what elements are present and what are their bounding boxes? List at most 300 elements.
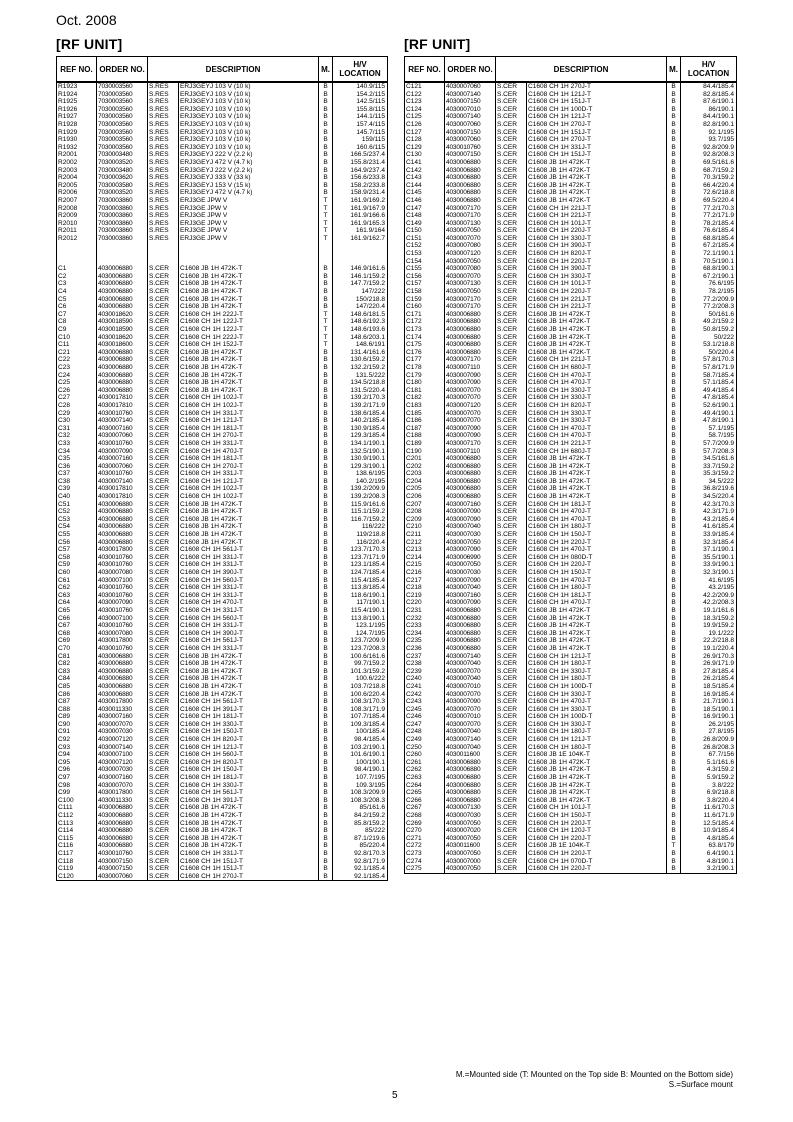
cell-ref-no: C236 (405, 645, 445, 653)
cell-type: S.CER (148, 599, 179, 607)
cell-mounted-side: B (319, 91, 333, 99)
cell-hv-location: 57.7/209.9 (681, 440, 737, 448)
table-row (405, 599, 737, 607)
cell-ref-no: C65 (57, 607, 97, 615)
cell-ref-no: R2003 (57, 167, 97, 175)
cell-hv-location: 32.3/190.1 (681, 569, 737, 577)
cell-order-no: 4030006880 (97, 804, 148, 812)
cell-description: C1608 JB 1H 472K-T (527, 470, 667, 478)
cell-ref-no: C31 (57, 425, 97, 433)
cell-order-no: 4030007090 (445, 599, 496, 607)
cell-order-no: 4030007150 (445, 151, 496, 159)
cell-type: S.CER (148, 782, 179, 790)
cell-hv-location: 19.9/159.2 (681, 622, 737, 630)
cell-description: C1608 CH 1H 470J-T (179, 448, 319, 456)
cell-hv-location: 69.5/161.6 (681, 159, 737, 167)
cell-mounted-side: B (667, 311, 681, 319)
cell-order-no: 4030017810 (97, 402, 148, 410)
cell-ref-no: C36 (57, 463, 97, 471)
cell-hv-location: 18.3/159.2 (681, 615, 737, 623)
cell-order-no: 4030007140 (97, 744, 148, 752)
cell-hv-location: 157.4/115 (333, 121, 388, 129)
cell-mounted-side: B (667, 508, 681, 516)
cell-description: C1608 CH 1H 181J-T (179, 713, 319, 721)
cell-description: C1608 CH 1H 180J-T (527, 584, 667, 592)
cell-description: C1608 CH 1H 331J-T (179, 645, 319, 653)
cell-order-no: 4030007060 (97, 463, 148, 471)
table-row (405, 858, 737, 866)
cell-order-no: 4030006990 (445, 554, 496, 562)
cell-mounted-side: B (319, 136, 333, 144)
cell-description: C1608 CH 1H 390J-T (179, 630, 319, 638)
cell-hv-location: 115.1/159.2 (333, 508, 388, 516)
table-row (57, 751, 388, 759)
cell-ref-no: C88 (57, 706, 97, 714)
cell-description: C1608 CH 1H 100D-T (527, 713, 667, 721)
cell-hv-location: 47.8/185.4 (681, 394, 737, 402)
cell-type: S.CER (496, 858, 527, 866)
cell-order-no: 4030006880 (445, 334, 496, 342)
cell-description: C1608 CH 1H 222J-T (179, 311, 319, 319)
cell-mounted-side: B (667, 546, 681, 554)
cell-order-no: 4030007040 (445, 728, 496, 736)
cell-description: C1608 CH 1H 820J-T (527, 402, 667, 410)
cell-hv-location: 129.3/185.4 (333, 432, 388, 440)
cell-ref-no: C4 (57, 288, 97, 296)
cell-description: C1608 CH 1H 330J-T (527, 721, 667, 729)
cell-hv-location: 146.9/161.6 (333, 265, 388, 273)
cell-type: S.CER (148, 394, 179, 402)
cell-mounted-side: B (319, 356, 333, 364)
cell-ref-no: C179 (405, 372, 445, 380)
cell-description (179, 258, 319, 266)
cell-description: ERJ3GE JPW V (179, 212, 319, 220)
cell-type: S.CER (148, 265, 179, 273)
cell-mounted-side: B (319, 493, 333, 501)
cell-type: S.CER (496, 706, 527, 714)
cell-type: S.CER (496, 508, 527, 516)
cell-ref-no: C125 (405, 113, 445, 121)
cell-hv-location: 109.3/195 (333, 782, 388, 790)
cell-order-no: 4030007070 (445, 721, 496, 729)
cell-hv-location: 92.8/170.3 (333, 850, 388, 858)
cell-ref-no: C62 (57, 584, 97, 592)
cell-order-no: 4030007010 (445, 713, 496, 721)
cell-order-no: 4030007160 (97, 774, 148, 782)
cell-type: S.CER (148, 288, 179, 296)
cell-order-no: 4030007120 (445, 250, 496, 258)
cell-order-no: 4030006880 (97, 827, 148, 835)
table-row (57, 736, 388, 744)
cell-description: ERJ3GE JPW V (179, 220, 319, 228)
cell-ref-no: C215 (405, 561, 445, 569)
cell-order-no: 7030003480 (97, 151, 148, 159)
cell-ref-no: C264 (405, 782, 445, 790)
cell-ref-no: R2010 (57, 220, 97, 228)
cell-ref-no (57, 258, 97, 266)
table-row (405, 227, 737, 235)
table-row (405, 797, 737, 805)
cell-description: C1608 CH 1H 391J-T (179, 797, 319, 805)
cell-hv-location: 77.2/171.9 (681, 212, 737, 220)
cell-description: C1608 JB 1H 472K-T (527, 182, 667, 190)
cell-description: C1608 CH 1H 220J-T (527, 288, 667, 296)
cell-description: ERJ3GEYJ 103 V (10 k) (179, 82, 319, 91)
cell-ref-no: C70 (57, 645, 97, 653)
table-row (57, 782, 388, 790)
cell-order-no: 7030003560 (97, 121, 148, 129)
cell-order-no: 4030007120 (97, 759, 148, 767)
cell-type: S.CER (148, 296, 179, 304)
cell-order-no: 4030006880 (97, 387, 148, 395)
table-row (405, 812, 737, 820)
cell-description: C1608 JB 1H 472K-T (179, 379, 319, 387)
cell-type: S.CER (496, 728, 527, 736)
cell-description: C1608 JB 1H 472K-T (527, 478, 667, 486)
cell-order-no: 4030007090 (445, 546, 496, 554)
table-row (57, 189, 388, 197)
cell-order-no: 4030007130 (445, 280, 496, 288)
cell-hv-location: 140.2/185.4 (333, 417, 388, 425)
table-row (405, 766, 737, 774)
cell-hv-location: 22.2/218.8 (681, 637, 737, 645)
table-row (57, 599, 388, 607)
cell-hv-location: 84.4/190.1 (681, 113, 737, 121)
cell-order-no: 4030007040 (445, 675, 496, 683)
cell-type: S.CER (148, 531, 179, 539)
cell-order-no: 4030007160 (445, 592, 496, 600)
cell-type (148, 250, 179, 258)
cell-type: S.CER (148, 789, 179, 797)
table-row (405, 736, 737, 744)
cell-hv-location: 107.7/195 (333, 774, 388, 782)
table-row (405, 91, 737, 99)
cell-hv-location: 161.9/169.2 (333, 197, 388, 205)
table-row (57, 516, 388, 524)
cell-description: C1608 CH 1H 820J-T (527, 250, 667, 258)
table-row (405, 159, 737, 167)
cell-type: S.CER (496, 668, 527, 676)
cell-order-no: 4030010760 (97, 561, 148, 569)
cell-order-no: 4030011330 (97, 797, 148, 805)
table-row (405, 265, 737, 273)
cell-order-no: 4030007090 (445, 577, 496, 585)
cell-hv-location: 131.4/161.6 (333, 349, 388, 357)
cell-mounted-side: B (319, 668, 333, 676)
table-row (57, 280, 388, 288)
cell-mounted-side: B (667, 91, 681, 99)
cell-type: S.CER (148, 303, 179, 311)
cell-description: C1608 CH 1H 220J-T (527, 539, 667, 547)
table-row (405, 683, 737, 691)
parts-table-right (404, 56, 737, 874)
table-row (57, 91, 388, 99)
cell-ref-no: C260 (405, 751, 445, 759)
table-row (405, 220, 737, 228)
cell-type: S.CER (496, 402, 527, 410)
document-date: Oct. 2008 (56, 12, 117, 28)
table-row (405, 387, 737, 395)
table-row (405, 554, 737, 562)
table-row (405, 296, 737, 304)
cell-hv-location: 92.1/185.4 (333, 873, 388, 881)
col-header-location: H/V LOCATION (333, 57, 388, 83)
cell-type: S.CER (496, 432, 527, 440)
cell-mounted-side: B (667, 637, 681, 645)
cell-order-no: 4030006880 (445, 159, 496, 167)
cell-type: S.CER (496, 721, 527, 729)
cell-description: C1608 CH 1H 222J-T (179, 334, 319, 342)
cell-order-no: 4030007160 (97, 713, 148, 721)
cell-order-no: 4030010760 (97, 410, 148, 418)
cell-hv-location: 34.5/161.6 (681, 455, 737, 463)
cell-description: C1608 JB 1H 472K-T (179, 668, 319, 676)
cell-hv-location: 78.2/185.4 (681, 220, 737, 228)
cell-hv-location: 130.9/185.4 (333, 425, 388, 433)
cell-hv-location: 99.7/159.2 (333, 660, 388, 668)
cell-order-no: 4030007060 (445, 136, 496, 144)
cell-ref-no: C210 (405, 523, 445, 531)
cell-description: C1608 JB 1H 472K-T (179, 372, 319, 380)
cell-hv-location: 130.6/159.2 (333, 356, 388, 364)
cell-description: C1608 CH 1H 220J-T (527, 258, 667, 266)
cell-description: C1608 CH 1H 330J-T (527, 417, 667, 425)
cell-ref-no: C111 (57, 804, 97, 812)
cell-ref-no: C172 (405, 318, 445, 326)
cell-type: S.CER (496, 144, 527, 152)
cell-ref-no: C22 (57, 356, 97, 364)
cell-description: C1608 JB 1H 472K-T (179, 675, 319, 683)
cell-order-no: 4030007050 (445, 258, 496, 266)
table-row (405, 425, 737, 433)
cell-mounted-side: B (319, 432, 333, 440)
table-row (405, 174, 737, 182)
cell-description: C1608 CH 1H 330J-T (527, 273, 667, 281)
cell-type: S.CER (496, 280, 527, 288)
cell-ref-no: C6 (57, 303, 97, 311)
cell-description: C1608 JB 1H 472K-T (179, 280, 319, 288)
cell-mounted-side: B (667, 789, 681, 797)
cell-order-no: 4030007170 (445, 440, 496, 448)
cell-type: S.CER (496, 691, 527, 699)
cell-description: C1608 CH 1H 150J-T (179, 728, 319, 736)
cell-order-no: 4030007070 (445, 668, 496, 676)
table-row (57, 212, 388, 220)
cell-mounted-side: B (667, 865, 681, 873)
cell-mounted-side: B (319, 159, 333, 167)
cell-type: S.CER (148, 311, 179, 319)
cell-hv-location: 160.6/115 (333, 144, 388, 152)
cell-description: C1608 CH 1H 181J-T (527, 592, 667, 600)
cell-type: S.CER (148, 417, 179, 425)
cell-hv-location: 66.4/220.4 (681, 182, 737, 190)
cell-mounted-side: B (319, 189, 333, 197)
cell-order-no: 4030007120 (97, 736, 148, 744)
cell-order-no: 7030003620 (97, 174, 148, 182)
cell-mounted-side: B (667, 721, 681, 729)
cell-hv-location: 6.4/190.1 (681, 850, 737, 858)
cell-mounted-side: T (319, 212, 333, 220)
cell-hv-location: 33.7/159.2 (681, 463, 737, 471)
cell-mounted-side: B (319, 554, 333, 562)
cell-mounted-side: B (667, 561, 681, 569)
cell-mounted-side: B (319, 478, 333, 486)
cell-description: ERJ3GEYJ 333 V (33 k) (179, 174, 319, 182)
cell-mounted-side: B (319, 592, 333, 600)
cell-type: S.RES (148, 197, 179, 205)
cell-description: C1608 JB 1H 472K-T (527, 318, 667, 326)
cell-mounted-side: B (667, 334, 681, 342)
table-row (57, 584, 388, 592)
cell-hv-location: 49.2/159.2 (681, 318, 737, 326)
cell-order-no: 4030007140 (445, 113, 496, 121)
cell-description: C1608 CH 1H 561J-T (179, 789, 319, 797)
cell-order-no: 4030007050 (445, 227, 496, 235)
cell-hv-location: 144.1/115 (333, 113, 388, 121)
cell-hv-location: 19.1/220.4 (681, 645, 737, 653)
cell-description: C1608 CH 1H 121J-T (179, 744, 319, 752)
table-row (405, 379, 737, 387)
cell-ref-no: C261 (405, 759, 445, 767)
cell-ref-no: C9 (57, 326, 97, 334)
cell-description: C1608 CH 1H 152J-T (179, 341, 319, 349)
cell-hv-location: 33.9/185.4 (681, 531, 737, 539)
table-row (57, 136, 388, 144)
cell-ref-no: C112 (57, 812, 97, 820)
cell-description: ERJ3GEYJ 472 V (4.7 k) (179, 159, 319, 167)
cell-mounted-side (319, 258, 333, 266)
cell-type: S.CER (148, 873, 179, 881)
cell-type: S.CER (496, 258, 527, 266)
cell-hv-location: 67.2/190.1 (681, 273, 737, 281)
cell-type: S.CER (496, 425, 527, 433)
table-row (57, 668, 388, 676)
cell-description (179, 250, 319, 258)
cell-hv-location: 100.6/222 (333, 675, 388, 683)
cell-description: C1608 CH 1H 101J-T (527, 220, 667, 228)
cell-hv-location: 116/220.4 (333, 539, 388, 547)
cell-type: S.CER (496, 379, 527, 387)
cell-type: S.CER (148, 516, 179, 524)
cell-order-no: 4030011600 (445, 842, 496, 850)
cell-mounted-side: B (319, 523, 333, 531)
cell-description: C1608 CH 1H 391J-T (179, 706, 319, 714)
cell-type: S.CER (496, 326, 527, 334)
cell-mounted-side: B (319, 440, 333, 448)
cell-hv-location: 69.5/220.4 (681, 197, 737, 205)
cell-hv-location: 155.8/231.4 (333, 159, 388, 167)
cell-type: S.CER (148, 485, 179, 493)
cell-type: S.CER (148, 334, 179, 342)
cell-mounted-side: B (667, 250, 681, 258)
cell-ref-no: C271 (405, 835, 445, 843)
cell-order-no: 4030007150 (97, 865, 148, 873)
cell-mounted-side: T (319, 205, 333, 213)
cell-type: S.CER (496, 523, 527, 531)
cell-order-no: 4030007120 (445, 402, 496, 410)
cell-ref-no: C207 (405, 501, 445, 509)
table-row (57, 432, 388, 440)
table-row (57, 440, 388, 448)
cell-description: C1608 CH 1H 330J-T (179, 721, 319, 729)
cell-mounted-side: B (667, 698, 681, 706)
cell-description: C1608 CH 1H 330J-T (527, 691, 667, 699)
cell-order-no: 4030006880 (445, 318, 496, 326)
table-row (405, 744, 737, 752)
table-row (57, 288, 388, 296)
cell-type: S.CER (148, 478, 179, 486)
cell-type: S.CER (148, 820, 179, 828)
cell-type: S.CER (148, 410, 179, 418)
table-row (57, 463, 388, 471)
cell-hv-location: 10.9/185.4 (681, 827, 737, 835)
cell-order-no: 4030007160 (97, 455, 148, 463)
cell-type: S.CER (496, 683, 527, 691)
cell-ref-no: C33 (57, 440, 97, 448)
cell-ref-no: R2011 (57, 227, 97, 235)
cell-description: C1608 CH 1H 470J-T (527, 508, 667, 516)
cell-order-no: 4030007070 (445, 273, 496, 281)
cell-description: C1608 JB 1H 472K-T (527, 341, 667, 349)
cell-description: C1608 CH 1H 390J-T (179, 569, 319, 577)
cell-mounted-side: B (667, 182, 681, 190)
cell-description: C1608 CH 1H 102J-T (179, 394, 319, 402)
cell-hv-location: 32.3/185.4 (681, 539, 737, 547)
cell-ref-no: C98 (57, 782, 97, 790)
cell-description: C1608 CH 1H 121J-T (179, 478, 319, 486)
cell-order-no: 4030007140 (97, 478, 148, 486)
cell-order-no: 4030006880 (97, 691, 148, 699)
cell-type: S.CER (148, 865, 179, 873)
cell-type: S.CER (496, 584, 527, 592)
cell-ref-no: C120 (57, 873, 97, 881)
cell-ref-no: C123 (405, 98, 445, 106)
table-row (405, 668, 737, 676)
cell-order-no: 4030007080 (97, 630, 148, 638)
cell-order-no: 4030007140 (97, 417, 148, 425)
cell-ref-no: R2002 (57, 159, 97, 167)
cell-mounted-side: B (319, 470, 333, 478)
cell-type: S.CER (496, 341, 527, 349)
cell-order-no: 4030006880 (445, 759, 496, 767)
cell-type: S.CER (496, 129, 527, 137)
cell-hv-location: 82.8/185.4 (681, 91, 737, 99)
cell-hv-location: 148.6/192.3 (333, 318, 388, 326)
cell-type: S.CER (496, 303, 527, 311)
table-row (405, 561, 737, 569)
table-row (57, 827, 388, 835)
cell-ref-no: C28 (57, 402, 97, 410)
cell-mounted-side: B (319, 615, 333, 623)
cell-hv-location: 123.7/208.3 (333, 645, 388, 653)
cell-description: C1608 JB 1H 472K-T (527, 167, 667, 175)
table-row (57, 106, 388, 114)
table-row (57, 113, 388, 121)
cell-description: C1608 JB 1H 472K-T (179, 265, 319, 273)
cell-type: S.CER (496, 212, 527, 220)
cell-mounted-side: B (319, 721, 333, 729)
cell-mounted-side: B (667, 759, 681, 767)
cell-mounted-side: T (667, 842, 681, 850)
cell-order-no: 4030007030 (97, 728, 148, 736)
cell-type: S.CER (496, 645, 527, 653)
cell-order-no: 7030003860 (97, 220, 148, 228)
cell-order-no: 4030007070 (445, 417, 496, 425)
table-row (57, 531, 388, 539)
cell-description: C1608 JB 1E 104K-T (527, 751, 667, 759)
cell-ref-no: C69 (57, 637, 97, 645)
cell-hv-location: 76.6/185.4 (681, 227, 737, 235)
